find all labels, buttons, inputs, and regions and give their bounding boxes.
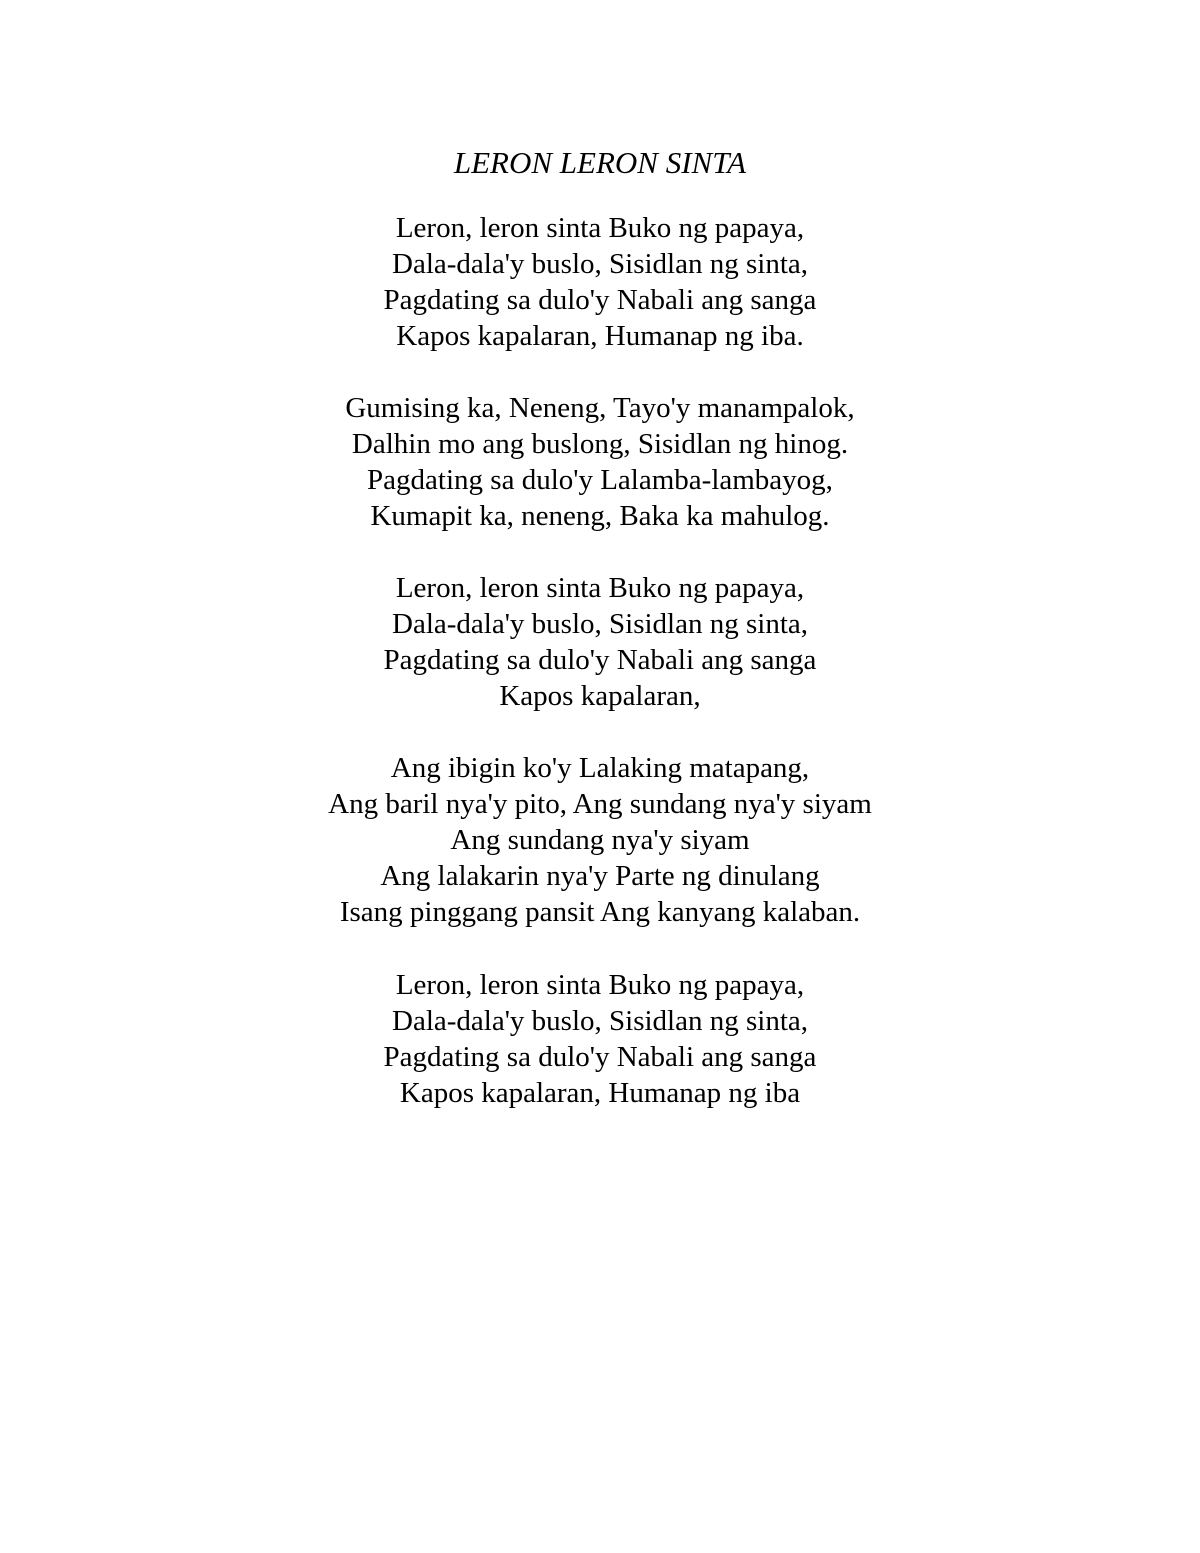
lyric-line: Leron, leron sinta Buko ng papaya, — [395, 572, 805, 604]
lyric-line: Pagdating sa dulo'y Nabali ang sanga — [383, 644, 817, 676]
lyric-line: Leron, leron sinta Buko ng papaya, — [395, 969, 805, 1001]
stanza-3 — [0, 570, 1200, 714]
lyric-line: Kapos kapalaran, — [499, 680, 701, 712]
lyric-line: Ang ibigin ko'y Lalaking matapang, — [390, 752, 810, 784]
lyric-line: Gumising ka, Neneng, Tayo'y manampalok, — [345, 392, 855, 424]
lyric-line: Dala-dala'y buslo, Sisidlan ng sinta, — [392, 1005, 808, 1037]
lyric-line: Ang baril nya'y pito, Ang sundang nya'y siyam — [328, 788, 872, 820]
lyric-line: Kapos kapalaran, Humanap ng iba. — [396, 320, 804, 352]
stanza-5 — [0, 967, 1200, 1111]
lyric-line: Pagdating sa dulo'y Nabali ang sanga — [383, 1041, 817, 1073]
lyric-line: Ang sundang nya'y siyam — [450, 824, 750, 856]
lyric-line: Pagdating sa dulo'y Lalamba-lambayog, — [367, 464, 833, 496]
stanza-1 — [0, 210, 1200, 354]
lyric-line: Kapos kapalaran, Humanap ng iba — [399, 1077, 801, 1109]
stanza-4 — [0, 750, 1200, 930]
lyric-line: Dala-dala'y buslo, Sisidlan ng sinta, — [392, 248, 808, 280]
lyric-line: Kumapit ka, neneng, Baka ka mahulog. — [370, 500, 830, 532]
lyric-line: Isang pinggang pansit Ang kanyang kalaban. — [339, 896, 861, 928]
lyric-line: Pagdating sa dulo'y Nabali ang sanga — [383, 284, 817, 316]
lyric-line: Ang lalakarin nya'y Parte ng dinulang — [380, 860, 820, 892]
lyric-line: Dala-dala'y buslo, Sisidlan ng sinta, — [392, 608, 808, 640]
lyric-line: Leron, leron sinta Buko ng papaya, — [395, 212, 805, 244]
lyric-line: Dalhin mo ang buslong, Sisidlan ng hinog. — [351, 428, 849, 460]
stanza-2 — [0, 390, 1200, 534]
song-title: LERON LERON SINTA — [453, 145, 747, 180]
